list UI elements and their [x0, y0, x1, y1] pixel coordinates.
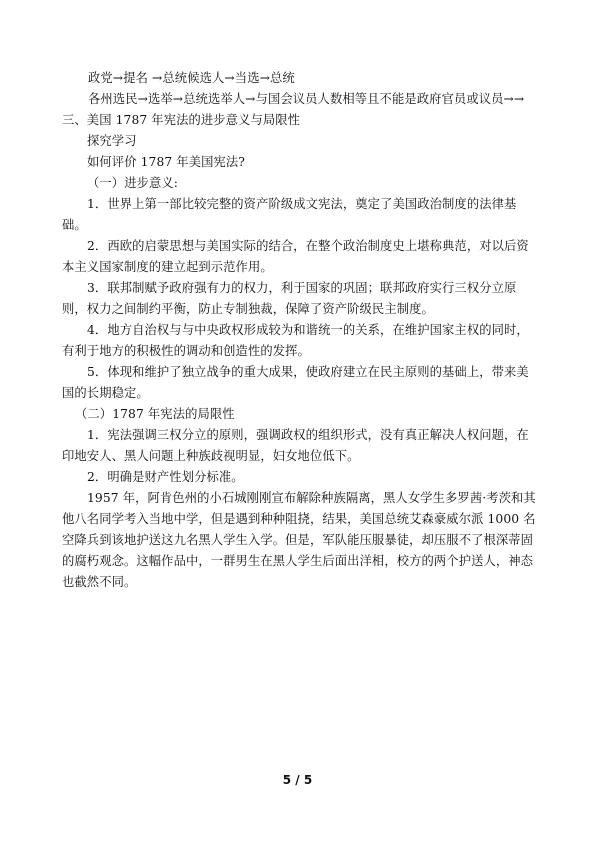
story-paragraph: 1957 年，阿肯色州的小石城刚刚宣布解除种族隔离，黑人女学生多罗茜·考茨和其他八名同学考入当地中学，但是遇到种种阻挠，结果，美国总统艾森豪威尔派 1000 名空降兵到该地护送这九名黑人学生入学。但是，军队能压服暴徒，却压服不了根深蒂固的腐朽观念。这幅作品中，一群男生在黑人学生后面出洋相，校方的两个护送人，神态也截然不同。	[62, 491, 536, 589]
page-number: 5 / 5	[282, 773, 313, 787]
progress-item: 1．世界上第一部比较完整的资产阶级成文宪法，奠定了美国政治制度的法律基础。	[62, 197, 517, 232]
section-heading: 三、美国 1787 年宪法的进步意义与局限性	[62, 113, 301, 127]
limitation-item: 2．明确是财产性划分标准。	[87, 470, 244, 484]
progress-item: 2．西欧的启蒙思想与美国实际的结合，在整个政治制度史上堪称典范，对以后资本主义国家制度的建立起到示范作用。	[62, 239, 529, 274]
progress-item: 3．联邦制赋予政府强有力的权力，利于国家的巩固；联邦政府实行三权分立原则，权力之间制约平衡，防止专制独裁，保障了资产阶级民主制度。	[62, 281, 517, 316]
flow-line-party: 政党→提名 →总统候选人→当选→总统	[88, 71, 295, 85]
limitation-item: 1．宪法强调三权分立的原则，强调政权的组织形式，没有真正解决人权问题，在印地安人、黑人问题上种族歧视明显，妇女地位低下。	[62, 428, 529, 463]
part1-title: （一）进步意义:	[87, 176, 179, 190]
progress-item: 4．地方自治权与与中央政权形成较为和谐统一的关系，在维护国家主权的同时，有利于地方的积极性的调动和创造性的发挥。	[62, 323, 529, 358]
question-text: 如何评价 1787 年美国宪法?	[87, 155, 245, 169]
part2-title: （二）1787 年宪法的局限性	[75, 407, 235, 421]
document-body	[62, 68, 537, 593]
flow-line-voters: 各州选民→选举→总统选举人→与国会议员人数相等且不能是政府官员或议员→→	[88, 92, 525, 106]
explore-label: 探究学习	[87, 134, 137, 148]
progress-item: 5．体现和维护了独立战争的重大成果，使政府建立在民主原则的基础上，带来美国的长期稳定。	[62, 365, 529, 400]
